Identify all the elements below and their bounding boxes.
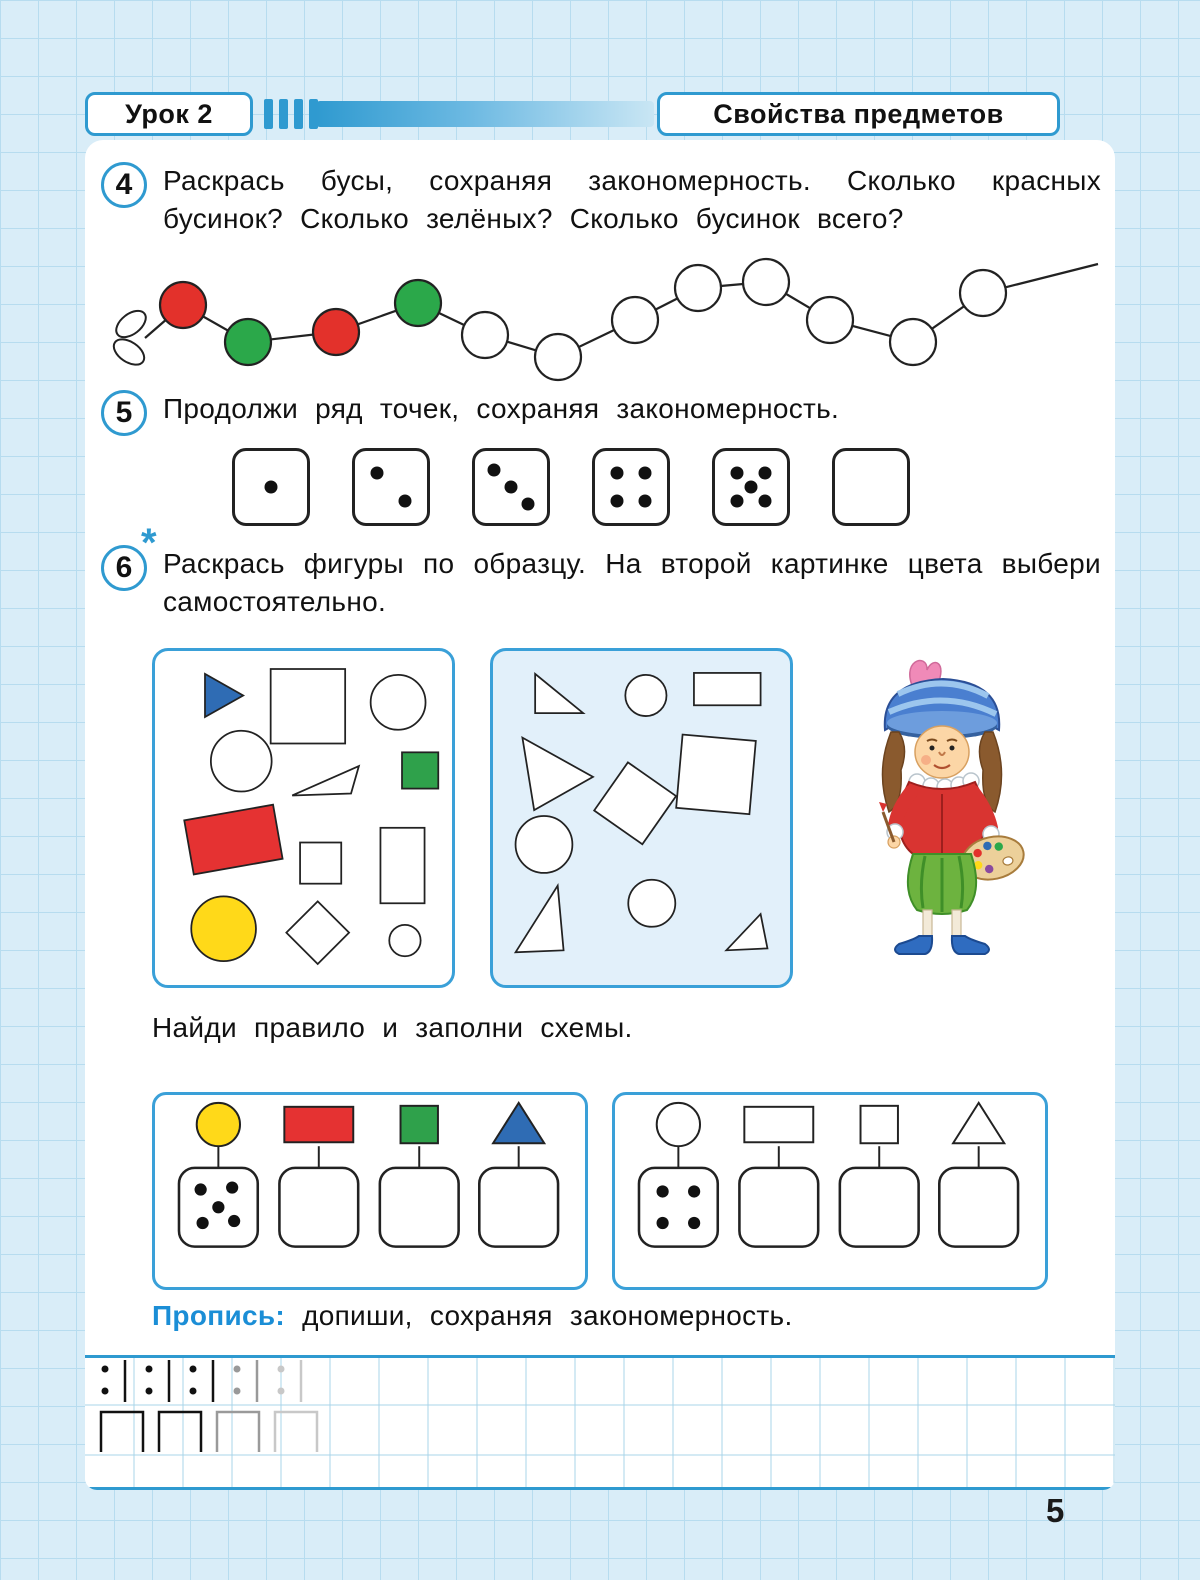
scheme-dot: [226, 1181, 238, 1193]
shape-rect: [594, 762, 676, 844]
scheme-2-figure: [615, 1095, 1045, 1287]
practice-gate-stroke: [159, 1412, 201, 1452]
practice-dot: [146, 1366, 153, 1373]
bead-white: [890, 319, 936, 365]
bead-green: [395, 280, 441, 326]
schemes-intro-text: Найди правило и заполни схемы.: [152, 1012, 633, 1043]
practice-dot: [278, 1388, 285, 1395]
boot: [952, 936, 989, 954]
leg: [952, 910, 961, 938]
scheme-shape-rect: [744, 1107, 813, 1142]
practice-dot: [278, 1366, 285, 1373]
shape-rect: [402, 752, 438, 788]
scheme-shape-triangle: [953, 1103, 1004, 1143]
shape-circle: [371, 675, 426, 730]
bead-red: [160, 282, 206, 328]
practice-dot: [146, 1388, 153, 1395]
task-4: [101, 162, 1101, 237]
task-6: [101, 521, 1101, 620]
eye: [950, 746, 955, 751]
die-pip: [759, 495, 772, 508]
shape-circle: [516, 816, 573, 873]
practice-gate-stroke: [101, 1412, 143, 1452]
propis-text: допиши, сохраняя закономерность.: [302, 1300, 793, 1331]
die-pip: [399, 495, 412, 508]
task-5-number-wrap: [101, 390, 147, 436]
task-6-text-line1: Раскрась фигуры по образцу. На второй картинке цвета выбери: [163, 548, 1101, 579]
propis-label: Пропись:: [152, 1300, 285, 1331]
scheme-answer-box: [479, 1168, 558, 1247]
scheme-shape-rect: [284, 1107, 353, 1142]
scheme-answer-box: [840, 1168, 919, 1247]
practice-dot: [102, 1388, 109, 1395]
scheme-answer-box: [279, 1168, 358, 1247]
content-panel: [85, 140, 1115, 1490]
task-6-number-wrap: [101, 521, 157, 620]
eye: [930, 746, 935, 751]
scheme-dot: [197, 1217, 209, 1229]
task-4-number-wrap: [101, 162, 147, 237]
scheme-1-figure: [155, 1095, 585, 1287]
scheme-dot: [212, 1201, 224, 1213]
task-6-text: [163, 545, 1101, 620]
die-pip: [759, 466, 772, 479]
task-4-text-line2: бусинок? Сколько зелёных? Сколько бусинок всего?: [163, 202, 904, 234]
bead-white: [462, 312, 508, 358]
bead-green: [225, 319, 271, 365]
practice-dot: [190, 1366, 197, 1373]
lesson-badge: [85, 92, 253, 136]
scheme-dot: [688, 1185, 700, 1197]
shapes-panel-blank: [490, 648, 793, 988]
header-gradient-bar: [316, 101, 654, 127]
task-5-number: 5: [101, 390, 147, 436]
scheme-shape-circle: [197, 1103, 240, 1146]
page-number: 5: [1046, 1492, 1065, 1529]
topic-badge: [657, 92, 1060, 136]
task-6-number: 6: [101, 545, 147, 591]
boot: [895, 936, 932, 954]
task-4-text: [163, 162, 1101, 237]
beads-figure-wrap: [93, 252, 1105, 397]
string-bow: [109, 334, 148, 370]
die-pip: [730, 495, 743, 508]
shape-rect: [694, 673, 761, 705]
task-5-text: Продолжи ряд точек, сохраняя закономерность.: [163, 393, 840, 424]
face: [915, 726, 969, 778]
practice-gate-stroke: [217, 1412, 259, 1452]
scheme-answer-box: [739, 1168, 818, 1247]
shape-circle: [211, 731, 272, 792]
shape-rect: [300, 843, 341, 884]
writing-grid-svg: [85, 1355, 1115, 1490]
die-pip: [488, 464, 501, 477]
painter-illustration: [853, 652, 1033, 967]
bead-white: [960, 270, 1006, 316]
bead-white: [743, 259, 789, 305]
task-5: [101, 390, 1101, 436]
shape-rect: [271, 669, 345, 743]
shape-polygon: [726, 914, 767, 950]
shape-polygon: [522, 738, 593, 811]
scheme-answer-box: [639, 1168, 718, 1247]
die-5: [712, 448, 790, 526]
scheme-panel-blank: [612, 1092, 1048, 1290]
die-pip: [370, 466, 383, 479]
bead-white: [535, 334, 581, 380]
header-ticks-decoration: [264, 99, 318, 129]
leg: [923, 910, 932, 938]
scheme-dot: [195, 1183, 207, 1195]
task-4-text-line1: Раскрась бусы, сохраняя закономерность. Сколько красных: [163, 165, 1101, 196]
tick-bar: [264, 99, 273, 129]
propis-line: [152, 1300, 793, 1332]
tick-bar: [294, 99, 303, 129]
practice-dot: [102, 1366, 109, 1373]
shape-circle: [389, 925, 420, 956]
practice-dot: [190, 1388, 197, 1395]
bead-white: [612, 297, 658, 343]
lesson-label: Урок 2: [125, 98, 213, 129]
die-pip: [521, 497, 534, 510]
die-3: [472, 448, 550, 526]
task-4-number: 4: [101, 162, 147, 208]
scheme-shape-square: [401, 1106, 438, 1143]
die-1: [232, 448, 310, 526]
die-pip: [639, 466, 652, 479]
shape-polygon: [535, 674, 583, 713]
scheme-answer-box: [939, 1168, 1018, 1247]
die-4: [592, 448, 670, 526]
shapes-panel-2-figure: [493, 651, 790, 985]
shape-rect: [380, 828, 424, 903]
bead-red: [313, 309, 359, 355]
die-pip: [745, 481, 758, 494]
cheek: [921, 755, 931, 765]
task-6-text-line2: самостоятельно.: [163, 585, 387, 617]
die-pip: [265, 481, 278, 494]
tick-bar: [279, 99, 288, 129]
die-empty: [832, 448, 910, 526]
scheme-dot: [657, 1217, 669, 1229]
die-2: [352, 448, 430, 526]
scheme-panel-colored: [152, 1092, 588, 1290]
scheme-answer-box: [380, 1168, 459, 1247]
writing-practice-grid: [85, 1355, 1115, 1490]
topic-label: Свойства предметов: [713, 98, 1004, 129]
painter-illustration-wrap: [853, 652, 1033, 972]
practice-dot: [234, 1366, 241, 1373]
shape-rect: [676, 735, 756, 815]
shape-polygon: [516, 886, 564, 953]
shape-polygon: [286, 901, 349, 964]
shape-rect: [184, 805, 282, 875]
shape-polygon: [205, 674, 243, 717]
die-pip: [610, 495, 623, 508]
scheme-shape-circle: [657, 1103, 700, 1146]
scheme-shape-triangle: [493, 1103, 544, 1143]
scheme-dot: [657, 1185, 669, 1197]
shapes-panel-colored: [152, 648, 455, 988]
die-pip: [639, 495, 652, 508]
shapes-panel-1-figure: [155, 651, 452, 985]
die-pip: [610, 466, 623, 479]
dice-row: [232, 448, 910, 526]
scheme-dot: [228, 1215, 240, 1227]
beads-figure: [93, 252, 1105, 392]
scheme-shape-square: [861, 1106, 898, 1143]
shape-circle: [628, 880, 675, 927]
bead-white: [675, 265, 721, 311]
practice-dot: [234, 1388, 241, 1395]
scheme-dot: [688, 1217, 700, 1229]
shape-polygon: [292, 766, 359, 795]
shape-circle: [191, 896, 256, 961]
die-pip: [505, 481, 518, 494]
bead-white: [807, 297, 853, 343]
die-pip: [730, 466, 743, 479]
task-6-star: *: [141, 521, 157, 565]
shape-circle: [625, 675, 666, 716]
